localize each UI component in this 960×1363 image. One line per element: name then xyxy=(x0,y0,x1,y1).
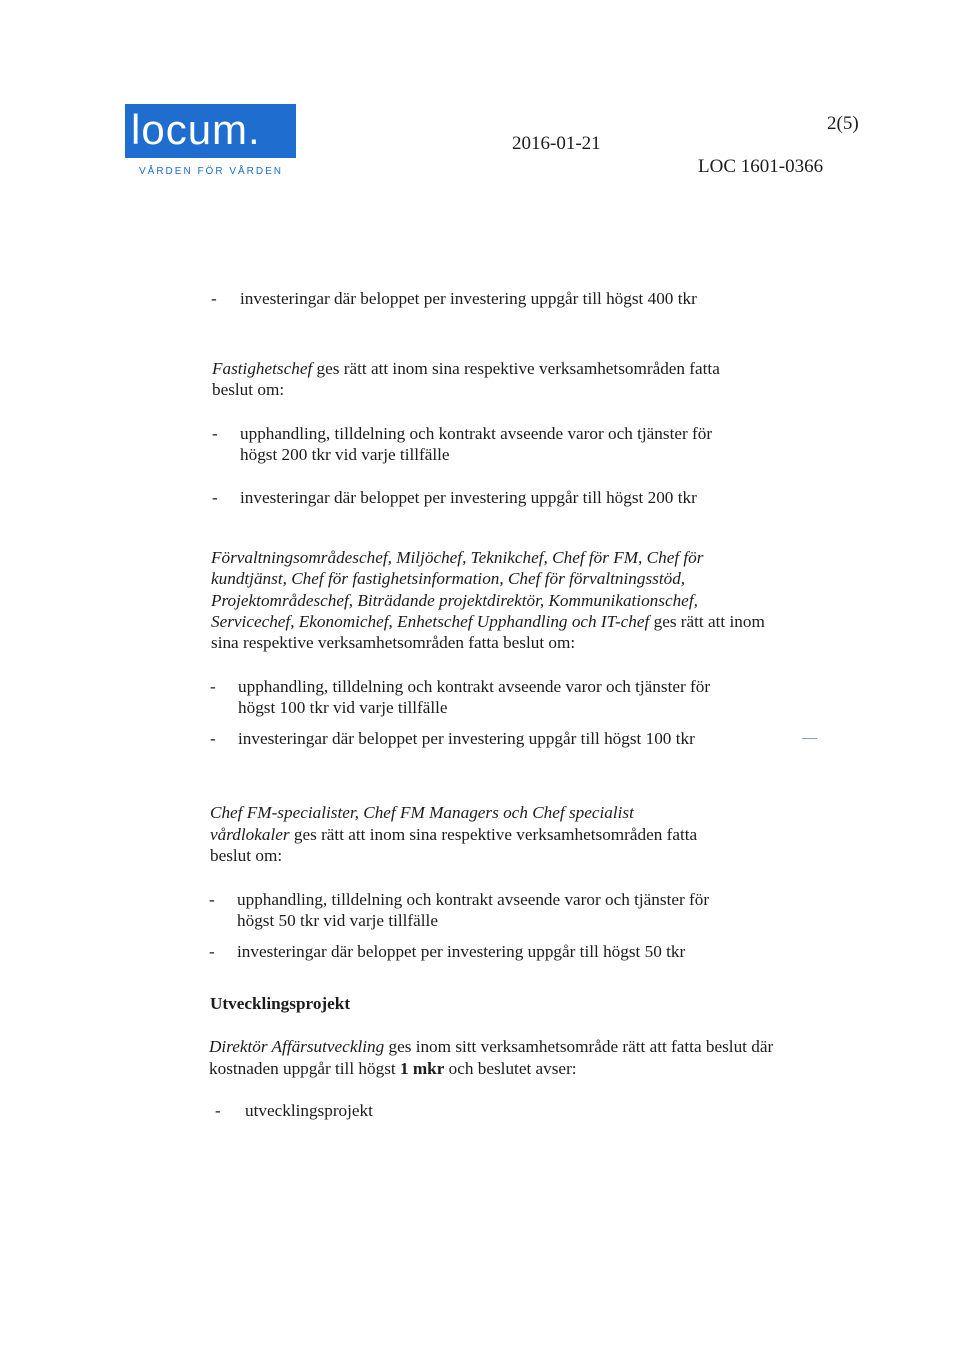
intro-text-line2: sina respektive verksamhetsområden fatta beslut om: xyxy=(211,633,576,652)
role-name: Direktör Affärsutveckling xyxy=(209,1037,385,1056)
intro-text: ges rätt att inom sina respektive verksamhetsområden fatta xyxy=(312,359,720,378)
list-bullet: - xyxy=(212,488,218,507)
logo-tagline: VÅRDEN FÖR VÅRDEN xyxy=(138,166,283,177)
list-item: investeringar där beloppet per investering uppgår till högst 100 tkr xyxy=(238,729,695,748)
list-bullet: - xyxy=(212,424,218,443)
role-list-line: Förvaltningsområdeschef, Miljöchef, Teknikchef, Chef för FM, Chef för xyxy=(211,548,704,567)
amount-limit: 1 mkr xyxy=(399,1059,445,1078)
list-bullet: - xyxy=(209,890,215,909)
paragraph-intro xyxy=(212,358,720,379)
list-bullet: - xyxy=(210,729,216,748)
amount-text-post: och beslutet avser: xyxy=(444,1059,577,1078)
intro-text-line2 xyxy=(209,1058,577,1079)
list-item: upphandling, tilldelning och kontrakt avseende varor och tjänster för xyxy=(237,890,710,909)
list-bullet: - xyxy=(215,1101,221,1120)
list-item: utvecklingsprojekt xyxy=(245,1101,373,1120)
intro-text-line2: beslut om: xyxy=(212,380,285,399)
amount-text-pre: kostnaden uppgår till högst xyxy=(209,1059,400,1078)
list-bullet: - xyxy=(211,289,217,308)
section-heading: Utvecklingsprojekt xyxy=(210,994,351,1013)
list-item: upphandling, tilldelning och kontrakt avseende varor och tjänster för xyxy=(240,424,713,443)
list-item: investeringar där beloppet per investering uppgår till högst 50 tkr xyxy=(237,942,686,961)
role-list-line: Chef FM-specialister, Chef FM Managers och Chef specialist xyxy=(210,803,634,822)
list-item-continuation: högst 50 tkr vid varje tillfälle xyxy=(237,911,438,930)
stray-mark xyxy=(802,738,817,739)
role-name: Fastighetschef xyxy=(212,359,313,378)
paragraph-intro xyxy=(211,611,765,632)
list-bullet: - xyxy=(210,677,216,696)
intro-text-line2: beslut om: xyxy=(210,846,283,865)
role-list-line: Projektområdeschef, Biträdande projektdirektör, Kommunikationschef, xyxy=(211,591,698,610)
role-list-line: Servicechef, Ekonomichef, Enhetschef Upphandling och IT-chef xyxy=(211,612,650,631)
document-reference: LOC 1601-0366 xyxy=(698,156,824,177)
role-list-line: kundtjänst, Chef för fastighetsinformation, Chef för förvaltningsstöd, xyxy=(211,569,686,588)
list-item-continuation: högst 100 tkr vid varje tillfälle xyxy=(238,698,448,717)
list-item: upphandling, tilldelning och kontrakt avseende varor och tjänster för xyxy=(238,677,711,696)
paragraph-intro xyxy=(209,1036,773,1057)
intro-text: ges inom sitt verksamhetsområde rätt att fatta beslut där xyxy=(384,1037,774,1056)
list-bullet: - xyxy=(209,942,215,961)
intro-text: ges rätt att inom sina respektive verksamhetsområden fatta xyxy=(289,825,698,844)
document-date: 2016-01-21 xyxy=(512,133,601,154)
page-number: 2(5) xyxy=(827,113,859,134)
paragraph-intro xyxy=(210,824,697,845)
list-item: investeringar där beloppet per investering uppgår till högst 400 tkr xyxy=(240,289,697,308)
intro-text: ges rätt att inom xyxy=(649,612,765,631)
role-list-line: vårdlokaler xyxy=(210,825,290,844)
company-logo: locum. xyxy=(131,106,261,153)
list-item-continuation: högst 200 tkr vid varje tillfälle xyxy=(240,445,450,464)
list-item: investeringar där beloppet per investering uppgår till högst 200 tkr xyxy=(240,488,697,507)
